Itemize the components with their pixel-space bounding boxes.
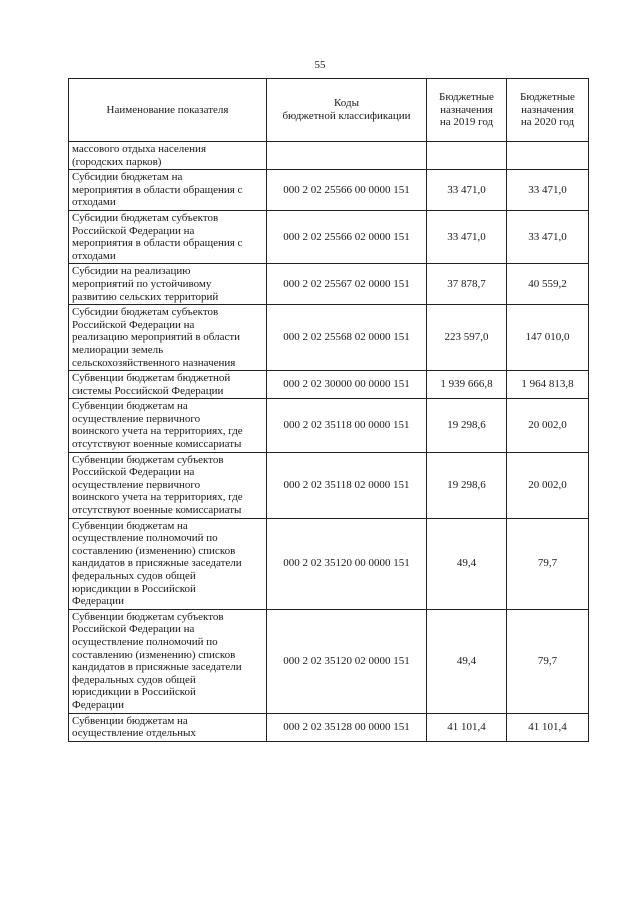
table-row bbox=[69, 609, 589, 713]
cell-budget-2019: 19 298,6 bbox=[427, 452, 507, 518]
cell-indicator-name bbox=[69, 609, 267, 713]
cell-budget-2019: 19 298,6 bbox=[427, 399, 507, 452]
indicator-name-line: осуществление первичного bbox=[72, 478, 201, 491]
indicator-name-line: мероприятий по устойчивому bbox=[72, 277, 212, 290]
cell-indicator-name bbox=[69, 264, 267, 305]
cell-budget-2020: 20 002,0 bbox=[507, 452, 589, 518]
cell-budget-2020: 79,7 bbox=[507, 518, 589, 609]
indicator-name-line: отсутствуют военные комиссариаты bbox=[72, 504, 242, 517]
indicator-name-line: осуществление полномочий по bbox=[72, 635, 218, 648]
cell-budget-2020 bbox=[507, 142, 589, 170]
table-row bbox=[69, 210, 589, 263]
indicator-name-line: сельскохозяйственного назначения bbox=[72, 356, 236, 369]
table-row bbox=[69, 305, 589, 371]
indicator-name-line: кандидатов в присяжные заседатели bbox=[72, 661, 242, 674]
indicator-name-line: осуществление первичного bbox=[72, 412, 201, 425]
table-row bbox=[69, 399, 589, 452]
cell-budget-2019: 33 471,0 bbox=[427, 170, 507, 211]
indicator-name-line: (городских парков) bbox=[72, 155, 162, 168]
cell-budget-2020: 147 010,0 bbox=[507, 305, 589, 371]
cell-budget-code: 000 2 02 25566 00 0000 151 bbox=[267, 170, 427, 211]
header-budget-codes: Коды бюджетной классификации bbox=[267, 79, 427, 142]
cell-budget-code bbox=[267, 142, 427, 170]
indicator-name-line: мероприятия в области обращения с bbox=[72, 183, 243, 196]
indicator-name-line: Субсидии бюджетам субъектов bbox=[72, 306, 219, 319]
cell-budget-2019: 49,4 bbox=[427, 609, 507, 713]
cell-indicator-name bbox=[69, 371, 267, 399]
indicator-name-line: Федерации bbox=[72, 698, 124, 711]
indicator-name-line: осуществление полномочий по bbox=[72, 532, 218, 545]
indicator-name-line: мелиорации земель bbox=[72, 343, 164, 356]
indicator-name-line: воинского учета на территориях, где bbox=[72, 425, 243, 438]
cell-budget-code: 000 2 02 30000 00 0000 151 bbox=[267, 371, 427, 399]
cell-budget-code: 000 2 02 35118 02 0000 151 bbox=[267, 452, 427, 518]
header-indicator-name: Наименование показателя bbox=[69, 79, 267, 142]
indicator-name-line: Российской Федерации на bbox=[72, 224, 195, 237]
cell-budget-code: 000 2 02 35118 00 0000 151 bbox=[267, 399, 427, 452]
indicator-name-line: Субсидии на реализацию bbox=[72, 265, 191, 278]
cell-budget-2020: 79,7 bbox=[507, 609, 589, 713]
indicator-name-line: кандидатов в присяжные заседатели bbox=[72, 557, 242, 570]
cell-budget-2019: 49,4 bbox=[427, 518, 507, 609]
table-row bbox=[69, 170, 589, 211]
cell-budget-code: 000 2 02 35128 00 0000 151 bbox=[267, 713, 427, 741]
indicator-name-line: юрисдикции в Российской bbox=[72, 686, 196, 699]
indicator-name-line: Субсидии бюджетам на bbox=[72, 171, 183, 184]
cell-indicator-name bbox=[69, 210, 267, 263]
cell-budget-2019: 33 471,0 bbox=[427, 210, 507, 263]
table-row bbox=[69, 371, 589, 399]
indicator-name-line: Субсидии бюджетам субъектов bbox=[72, 211, 219, 224]
indicator-name-line: Российской Федерации на bbox=[72, 623, 195, 636]
cell-budget-2020: 33 471,0 bbox=[507, 170, 589, 211]
cell-indicator-name bbox=[69, 170, 267, 211]
indicator-name-line: составлению (изменению) списков bbox=[72, 648, 236, 661]
cell-budget-code: 000 2 02 25566 02 0000 151 bbox=[267, 210, 427, 263]
indicator-name-line: Субвенции бюджетам бюджетной bbox=[72, 372, 231, 385]
cell-budget-code: 000 2 02 35120 00 0000 151 bbox=[267, 518, 427, 609]
page-number: 55 bbox=[314, 59, 326, 71]
table-row bbox=[69, 518, 589, 609]
indicator-name-line: юрисдикции в Российской bbox=[72, 582, 196, 595]
cell-indicator-name bbox=[69, 452, 267, 518]
table-row bbox=[69, 713, 589, 741]
cell-budget-2019: 41 101,4 bbox=[427, 713, 507, 741]
table-row bbox=[69, 264, 589, 305]
indicator-name-line: Субвенции бюджетам на bbox=[72, 519, 188, 532]
table-body bbox=[69, 142, 589, 742]
indicator-name-line: системы Российской Федерации bbox=[72, 384, 224, 397]
cell-budget-code: 000 2 02 25568 02 0000 151 bbox=[267, 305, 427, 371]
indicator-name-line: Субвенции бюджетам субъектов bbox=[72, 453, 224, 466]
cell-budget-2019: 37 878,7 bbox=[427, 264, 507, 305]
cell-budget-code: 000 2 02 25567 02 0000 151 bbox=[267, 264, 427, 305]
cell-indicator-name bbox=[69, 713, 267, 741]
cell-budget-2019: 223 597,0 bbox=[427, 305, 507, 371]
table-header-row bbox=[69, 79, 589, 142]
header-budget-2019: Бюджетные назначения на 2019 год bbox=[427, 79, 507, 142]
indicator-name-line: составлению (изменению) списков bbox=[72, 544, 236, 557]
indicator-name-line: отсутствуют военные комиссариаты bbox=[72, 438, 242, 451]
table-row bbox=[69, 452, 589, 518]
indicator-name-line: федеральных судов общей bbox=[72, 570, 196, 582]
indicator-name-line: Субвенции бюджетам на bbox=[72, 400, 188, 413]
header-budget-2020: Бюджетные назначения на 2020 год bbox=[507, 79, 589, 142]
cell-budget-2019: 1 939 666,8 bbox=[427, 371, 507, 399]
cell-budget-2019 bbox=[427, 142, 507, 170]
indicator-name-line: отходами bbox=[72, 249, 116, 262]
indicator-name-line: Российской Федерации на bbox=[72, 318, 195, 331]
indicator-name-line: массового отдыха населения bbox=[72, 143, 207, 155]
indicator-name-line: федеральных судов общей bbox=[72, 673, 196, 686]
cell-indicator-name bbox=[69, 305, 267, 371]
indicator-name-line: отходами bbox=[72, 196, 116, 209]
indicator-name-line: Субвенции бюджетам субъектов bbox=[72, 610, 224, 623]
cell-budget-2020: 1 964 813,8 bbox=[507, 371, 589, 399]
indicator-name-line: Субвенции бюджетам на bbox=[72, 714, 188, 727]
indicator-name-line: осуществление отдельных bbox=[72, 727, 196, 740]
cell-budget-code: 000 2 02 35120 02 0000 151 bbox=[267, 609, 427, 713]
indicator-name-line: Российской Федерации на bbox=[72, 466, 195, 479]
indicator-name-line: Федерации bbox=[72, 595, 124, 608]
cell-budget-2020: 41 101,4 bbox=[507, 713, 589, 741]
cell-budget-2020: 33 471,0 bbox=[507, 210, 589, 263]
cell-indicator-name bbox=[69, 518, 267, 609]
cell-budget-2020: 40 559,2 bbox=[507, 264, 589, 305]
indicator-name-line: развитию сельских территорий bbox=[72, 290, 219, 303]
indicator-name-line: мероприятия в области обращения с bbox=[72, 237, 243, 250]
table-row bbox=[69, 142, 589, 170]
cell-budget-2020: 20 002,0 bbox=[507, 399, 589, 452]
cell-indicator-name bbox=[69, 142, 267, 170]
indicator-name-line: реализацию мероприятий в области bbox=[72, 331, 241, 344]
budget-table bbox=[68, 78, 589, 742]
cell-indicator-name bbox=[69, 399, 267, 452]
indicator-name-line: воинского учета на территориях, где bbox=[72, 491, 243, 504]
